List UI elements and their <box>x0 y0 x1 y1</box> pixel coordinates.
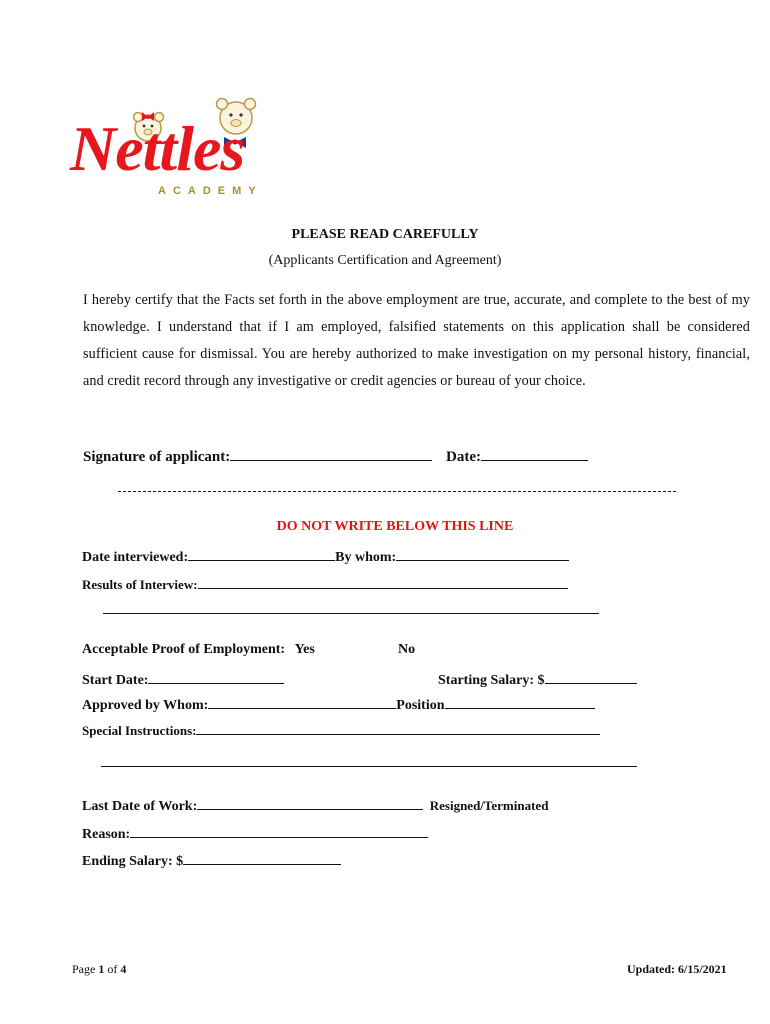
starting-salary-label: Starting Salary: $ <box>438 673 545 688</box>
reason-row <box>82 823 428 843</box>
approval-row <box>82 694 595 714</box>
position-field[interactable] <box>445 694 595 709</box>
by-whom-field[interactable] <box>396 546 569 561</box>
start-date-row <box>82 669 284 689</box>
starting-salary-field[interactable] <box>545 669 637 684</box>
last-date-label: Last Date of Work: <box>82 799 198 814</box>
resigned-terminated-label: Resigned/Terminated <box>429 798 549 813</box>
signature-row <box>83 446 588 466</box>
logo-wordmark: Nettles <box>70 113 245 184</box>
results-row <box>82 574 568 593</box>
results-label: Results of Interview: <box>82 577 198 592</box>
page-subtitle: (Applicants Certification and Agreement) <box>268 253 502 268</box>
page-current: 1 <box>98 962 105 976</box>
special-instructions-field[interactable] <box>196 720 600 735</box>
nettles-academy-logo <box>68 92 278 202</box>
certification-paragraph: I hereby certify that the Facts set forth in the above employment are true, accurate, and complete to the best of my knowledge. I understand that if I am employed, falsified statements on this application shall be considered sufficient cause for dismissal. You are hereby authorized to make investigation on my personal history, financial, and credit record through any investigative or credit agencies or bureau of your choice. <box>83 292 750 389</box>
page-title: PLEASE READ CAREFULLY <box>291 227 479 242</box>
proof-no-option[interactable]: No <box>398 642 416 657</box>
proof-row <box>82 642 315 658</box>
results-field[interactable] <box>198 574 568 589</box>
starting-salary-row <box>438 669 637 689</box>
reason-field[interactable] <box>130 823 428 838</box>
page-prefix: Page <box>72 962 96 976</box>
date-field[interactable] <box>481 446 588 461</box>
logo-subtitle: ACADEMY <box>158 185 263 197</box>
page-number <box>72 962 126 977</box>
special-instructions-row <box>82 720 600 739</box>
do-not-write-warning: DO NOT WRITE BELOW THIS LINE <box>276 519 514 534</box>
date-label: Date: <box>446 449 481 465</box>
date-interviewed-field[interactable] <box>188 546 335 561</box>
page-of: of <box>107 962 118 976</box>
updated-date: Updated: 6/15/2021 <box>627 962 727 976</box>
start-date-field[interactable] <box>148 669 284 684</box>
ending-salary-field[interactable] <box>183 850 341 865</box>
cut-line-divider <box>118 491 676 492</box>
page-total: 4 <box>120 962 127 976</box>
proof-label: Acceptable Proof of Employment: <box>82 642 286 657</box>
signature-field[interactable] <box>230 446 432 461</box>
start-date-label: Start Date: <box>82 673 149 688</box>
approved-by-field[interactable] <box>208 694 396 709</box>
signature-label: Signature of applicant: <box>83 449 231 465</box>
last-date-field[interactable] <box>197 795 423 810</box>
last-date-row <box>82 795 548 815</box>
ending-salary-row <box>82 850 341 870</box>
interview-row <box>82 546 569 566</box>
special-instructions-label: Special Instructions: <box>82 723 197 738</box>
results-field-line-2[interactable] <box>103 613 599 614</box>
reason-label: Reason: <box>82 827 131 842</box>
date-interviewed-label: Date interviewed: <box>82 550 189 565</box>
special-instructions-line-2[interactable] <box>101 766 637 767</box>
by-whom-label: By whom: <box>335 550 397 565</box>
approved-by-label: Approved by Whom: <box>82 698 209 713</box>
ending-salary-label: Ending Salary: $ <box>82 854 184 869</box>
position-label: Position <box>396 698 445 713</box>
proof-yes-option[interactable]: Yes <box>294 642 315 657</box>
